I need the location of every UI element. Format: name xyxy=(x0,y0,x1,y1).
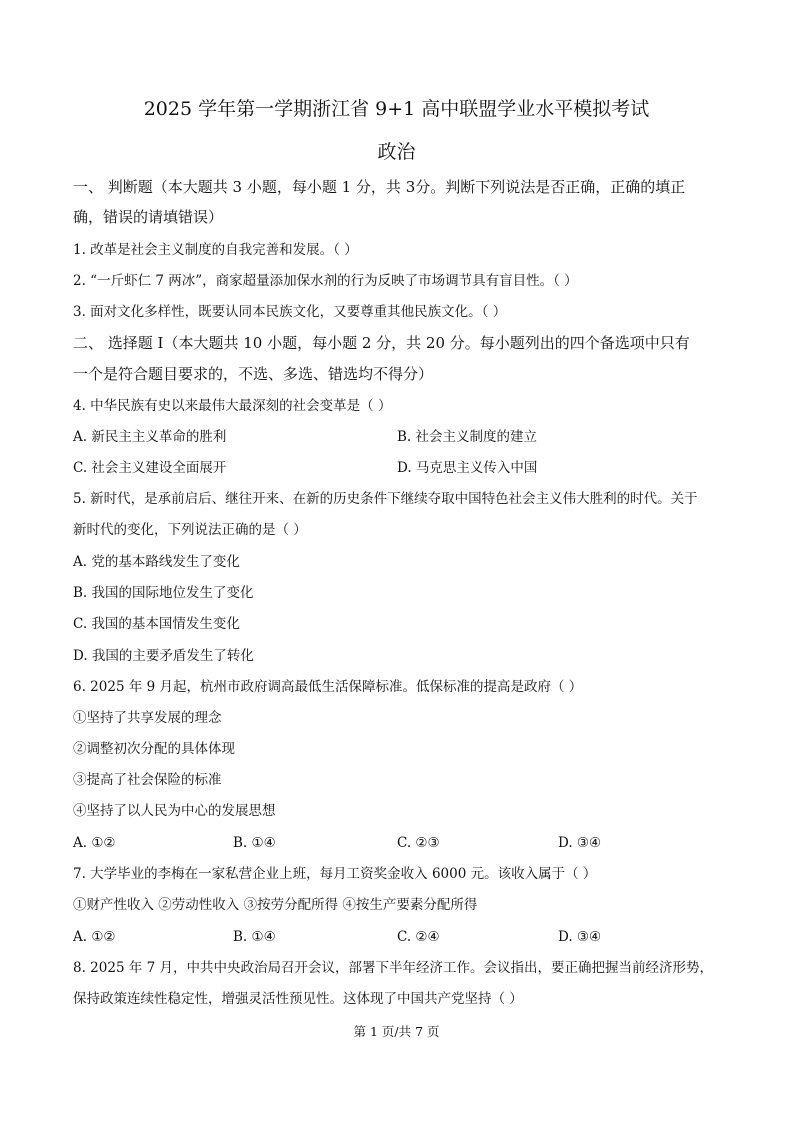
question-6-option-d: D. ③④ xyxy=(558,835,602,851)
question-7-items: ①财产性收入 ②劳动性收入 ③按劳分配所得 ④按生产要素分配所得 xyxy=(73,897,478,913)
question-5-option-d: D. 我国的主要矛盾发生了转化 xyxy=(73,648,254,664)
question-8-stem: 8. 2025 年 7 月，中共中央政治局召开会议，部署下半年经济工作。会议指出，要正确把握当前经济形势， xyxy=(73,960,713,976)
question-7-stem: 7. 大学毕业的李梅在一家私营企业上班，每月工资奖金收入 6000 元。该收入属于（ ） xyxy=(73,866,597,882)
page-footer: 第 1 页/共 7 页 xyxy=(353,1024,440,1039)
subject-title: 政治 xyxy=(377,141,416,163)
section2-heading-cont: 一个是符合题目要求的，不选、多选、错选均不得分） xyxy=(73,365,434,383)
question-1: 1. 改革是社会主义制度的自我完善和发展。（ ） xyxy=(73,242,358,258)
question-6-item-3: ③提高了社会保险的标准 xyxy=(73,772,222,788)
question-6-option-a: A. ①② xyxy=(73,835,116,851)
question-5-option-c: C. 我国的基本国情发生变化 xyxy=(73,616,240,632)
question-5-option-a: A. 党的基本路线发生了变化 xyxy=(73,554,240,570)
question-6-stem: 6. 2025 年 9 月起，杭州市政府调高最低生活保障标准。低保标准的提高是政府（ ） xyxy=(73,679,583,695)
question-7-option-a: A. ①② xyxy=(73,929,116,945)
question-4-option-b: B. 社会主义制度的建立 xyxy=(397,429,538,445)
question-3: 3. 面对文化多样性，既要认同本民族文化，又要尊重其他民族文化。（ ） xyxy=(73,304,507,320)
question-2: 2. “一斤虾仁 7 两冰”，商家超量添加保水剂的行为反映了市场调节具有盲目性。（ ） xyxy=(73,273,578,289)
question-4-option-c: C. 社会主义建设全面展开 xyxy=(73,460,227,476)
question-7-option-c: C. ②④ xyxy=(397,929,440,945)
question-5-stem-cont: 新时代的变化，下列说法正确的是（ ） xyxy=(73,522,307,538)
question-6-option-c: C. ②③ xyxy=(397,835,440,851)
section2-heading: 二、 选择题 I（本大题共 10 小题，每小题 2 分，共 20 分。每小题列出的四个备选项中只有 xyxy=(73,334,690,352)
question-6-option-b: B. ①④ xyxy=(233,835,276,851)
section1-heading: 一、 判断题（本大题共 3 小题，每小题 1 分，共 3分。判断下列说法是否正确，正确的填正 xyxy=(73,178,686,196)
question-8-stem-cont: 保持政策连续性稳定性，增强灵活性预见性。这体现了中国共产党坚持（ ） xyxy=(73,991,523,1007)
question-6-item-2: ②调整初次分配的具体体现 xyxy=(73,741,235,757)
question-6-item-1: ①坚持了共享发展的理念 xyxy=(73,710,222,726)
question-4-stem: 4. 中华民族有史以来最伟大最深刻的社会变革是（ ） xyxy=(73,398,392,414)
exam-title: 2025 学年第一学期浙江省 9+1 高中联盟学业水平模拟考试 xyxy=(143,98,650,120)
question-6-item-4: ④坚持了以人民为中心的发展思想 xyxy=(73,803,276,819)
question-7-option-d: D. ③④ xyxy=(558,929,602,945)
question-5-stem: 5. 新时代，是承前启后、继往开来、在新的历史条件下继续夺取中国特色社会主义伟大胜利的时代。关于 xyxy=(73,491,698,507)
section1-heading-cont: 确，错误的请填错误） xyxy=(73,208,224,226)
question-4-option-a: A. 新民主主义革命的胜利 xyxy=(73,429,227,445)
question-5-option-b: B. 我国的国际地位发生了变化 xyxy=(73,585,254,601)
question-7-option-b: B. ①④ xyxy=(233,929,276,945)
question-4-option-d: D. 马克思主义传入中国 xyxy=(397,460,538,476)
